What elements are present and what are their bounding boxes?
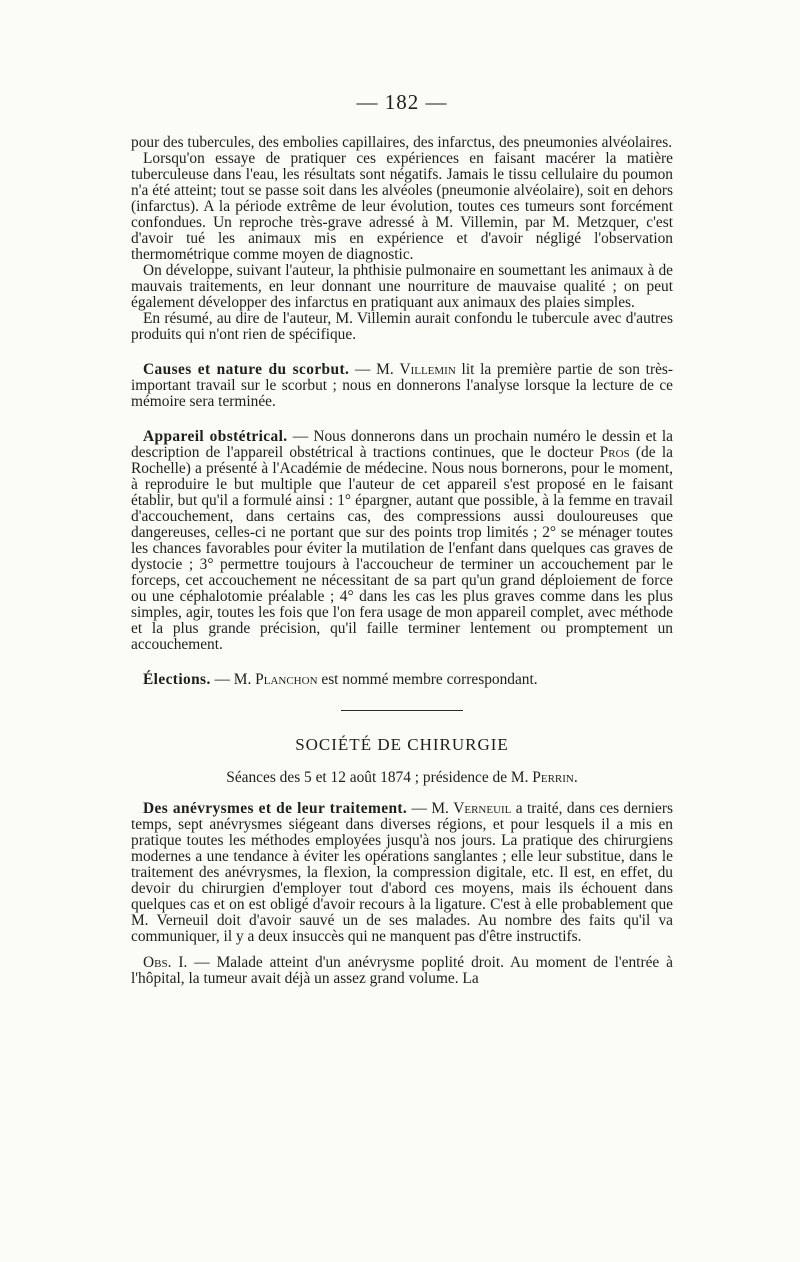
intro-paragraph-3: On développe, suivant l'auteur, la phthisie pulmonaire en soumettant les animaux à de mauvais traitements, en leur donnant une nourriture de mauvaise qualité ; on peut également développer des infarctus en pratiquant aux animaux des plaies simples. <box>131 262 673 311</box>
session-text: Séances des 5 et 12 août 1874 ; présidence de M. <box>226 769 533 786</box>
appareil-paragraph <box>131 429 673 653</box>
anevrysmes-before-name: — M. <box>407 800 454 817</box>
session-president: Perrin <box>532 769 574 786</box>
anevrysmes-author-name: Verneuil <box>453 800 512 817</box>
observation-text: — Malade atteint d'un anévrysme poplité droit. Au moment de l'entrée à l'hôpital, la tumeur avait déjà un assez grand volume. La <box>131 954 673 987</box>
anevrysmes-text: a traité, dans ces derniers temps, sept anévrysmes siégeant dans diverses régions, et pour lesquels il a mis en pratique toutes les méthodes employées jusqu'à nos jours. La pratique des chirurgiens modernes a une tendance à éviter les opérations sanglantes ; elle leur substitue, dans le traitement des anévrysmes, la flexion, la compression digitale, etc. Il est, en effet, du devoir du chirurgien d'employer tout d'abord ces moyens, mais ils échouent dans quelques cas et on est obligé d'avoir recours à la ligature. C'est à elle probablement que M. Verneuil doit d'avoir sauvé un de ses malades. Au nombre des faits qu'il va communiquer, il y a deux insuccès qui ne manquent pas d'être instructifs. <box>131 800 674 945</box>
scorbut-paragraph <box>131 362 673 410</box>
intro-paragraph-1: pour des tubercules, des embolies capillaires, des infarctus, des pneumonies alvéolaires. <box>131 134 673 151</box>
section-divider <box>341 710 463 711</box>
elections-text: est nommé membre correspondant. <box>317 671 538 688</box>
scorbut-heading: Causes et nature du scorbut. <box>143 361 350 378</box>
session-line <box>131 769 673 787</box>
society-title: SOCIÉTÉ DE CHIRURGIE <box>295 735 509 754</box>
scorbut-author-name: Villemin <box>399 361 456 378</box>
scorbut-before-name: — M. <box>349 361 400 378</box>
appareil-heading: Appareil obstétrical. <box>143 428 288 445</box>
book-page <box>131 90 673 987</box>
intro-paragraph-4: En résumé, au dire de l'auteur, M. Villemin aurait confondu le tubercule avec d'autres produits qui n'ont rien de spécifique. <box>131 310 673 343</box>
observation-label: Obs. I. <box>143 954 188 971</box>
session-end: . <box>573 769 578 786</box>
appareil-text: (de la Rochelle) a présenté à l'Académie de médecine. Nous nous bornerons, pour le moment, à reproduire le but multiple que l'auteur de cet appareil s'est proposé en le faisant établir, but qu'il a formulé ainsi : 1° épargner, autant que possible, à la femme en travail d'accouchement, dans certains cas, des compressions aussi douloureuses que dangereuses, celles-ci ne portant que sur des points trop limités ; 2° se ménager toutes les chances favorables pour éviter la mutilation de l'enfant dans quelques cas graves de dystocie ; 3° permettre toujours à l'accoucheur de terminer un accouchement par le forceps, cet accouchement ne nécessitant de sa part qu'un grand déploiement de force ou une céphalotomie préalable ; 4° dans les cas les plus graves comme dans les plus simples, agir, toutes les fois que l'on fera usage de mon appareil complet, avec méthode et la plus grande précision, qu'il faille terminer lentement ou promptement un accouchement. <box>131 444 673 653</box>
elections-member-name: Planchon <box>255 671 318 688</box>
appareil-author-name: Pros <box>599 444 630 461</box>
spacer <box>131 343 673 362</box>
anevrysmes-paragraph <box>131 801 673 945</box>
appareil-before-name: — Nous donnerons dans un prochain numéro le dessin et la description de l'appareil obstétrical à tractions continues, que le docteur <box>131 428 673 461</box>
observation-paragraph <box>131 955 673 987</box>
scorbut-text: lit la première partie de son très-important travail sur le scorbut ; nous en donnerons l'analyse lorsque la lecture de ce mémoire sera terminée. <box>131 361 674 410</box>
anevrysmes-heading: Des anévrysmes et de leur traitement. <box>143 800 408 817</box>
spacer <box>131 410 673 429</box>
elections-paragraph <box>131 672 673 688</box>
elections-heading: Élections. <box>143 671 211 688</box>
spacer <box>131 653 673 672</box>
intro-paragraph-2: Lorsqu'on essaye de pratiquer ces expériences en faisant macérer la matière tuberculeuse dans l'eau, les résultats sont négatifs. Jamais le tissu cellulaire du poumon n'a été atteint; tout se passe soit dans les alvéoles (pneumonie alvéolaire), soit en dehors (infarctus). A la période extrême de leur évolution, toutes ces tumeurs sont forcément confondues. Un reproche très-grave adressé à M. Villemin, par M. Metzquer, c'est d'avoir tué les animaux mis en expérience et d'avoir négligé l'observation thermométrique comme moyen de diagnostic. <box>131 150 673 263</box>
elections-before-name: — M. <box>210 671 256 688</box>
page-number: — 182 — <box>356 90 448 114</box>
